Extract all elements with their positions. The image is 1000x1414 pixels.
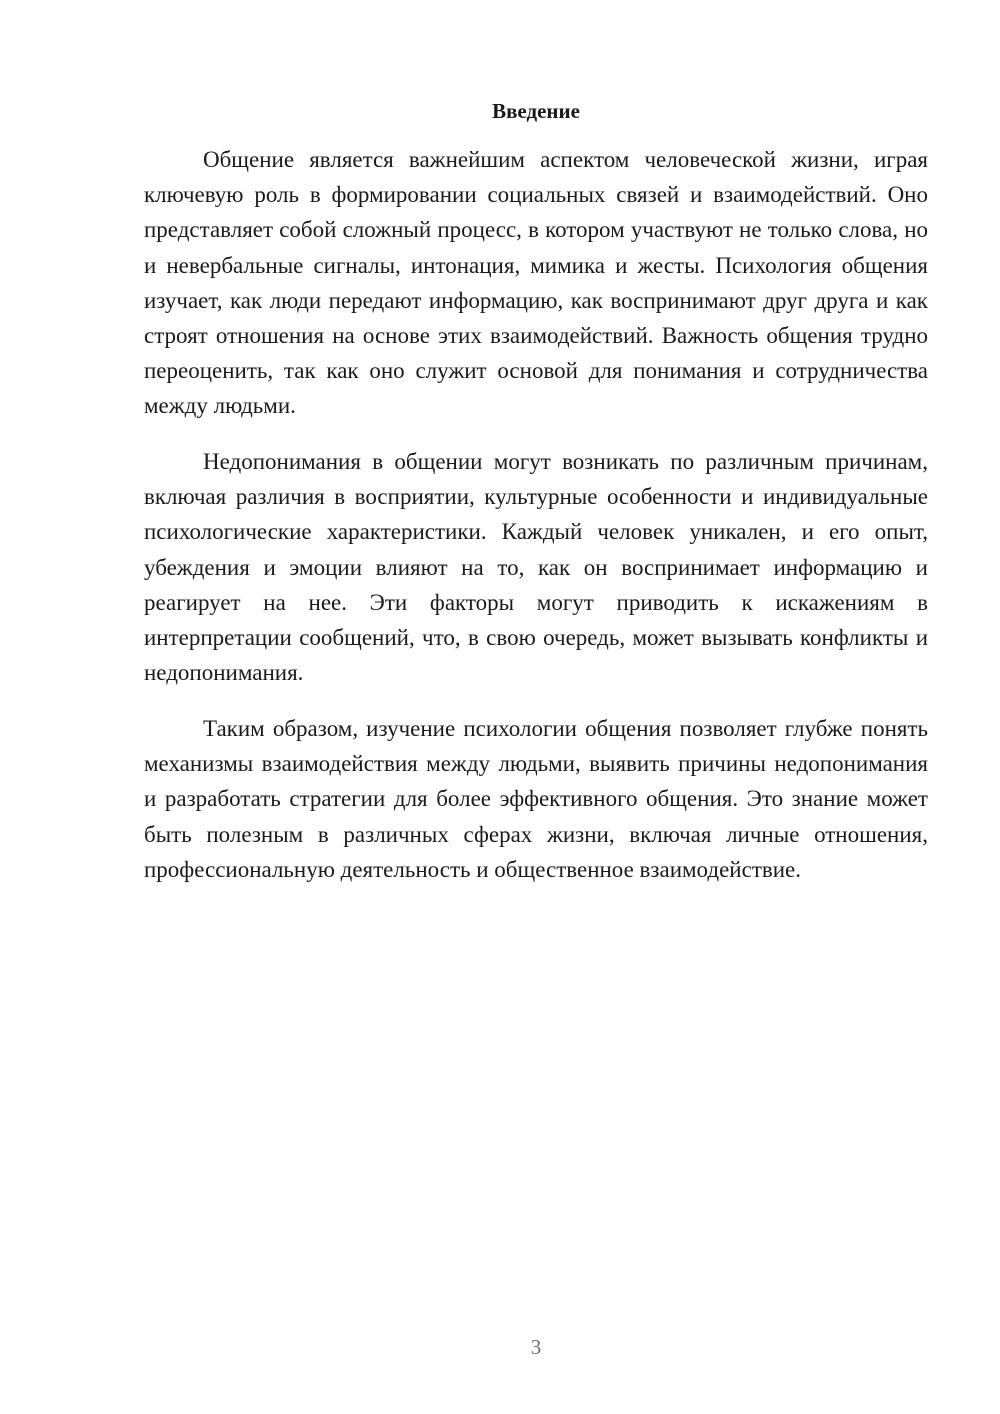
page-number: 3 <box>530 1335 542 1359</box>
paragraph-intro: Общение является важнейшим аспектом человеческой жизни, играя ключевую роль в формировании социальных связей и взаимодействий. Оно представляет собой сложный процесс, в котором участвуют не только слова, но и невербальные сигналы, интонация, мимика и жесты. Психология общения изучает, как люди передают информацию, как воспринимают друг друга и как строят отношения на основе этих взаимодействий. Важность общения трудно переоценить, так как оно служит основой для понимания и сотрудничества между людьми. <box>144 147 928 419</box>
paragraph-misunderstandings: Недопонимания в общении могут возникать по различным причинам, включая различия в восприятии, культурные особенности и индивидуальные психологические характеристики. Каждый человек уникален, и его опыт, убеждения и эмоции влияют на то, как он воспринимает информацию и реагирует на нее. Эти факторы могут приводить к искажениям в интерпретации сообщений, что, в свою очередь, может вызывать конфликты и недопонимания. <box>144 449 928 686</box>
section-heading: Введение <box>492 99 580 123</box>
paragraph-conclusion: Таким образом, изучение психологии общения позволяет глубже понять механизмы взаимодействия между людьми, выявить причины недопонимания и разработать стратегии для более эффективного общения. Это знание может быть полезным в различных сферах жизни, включая личные отношения, профессиональную деятельность и общественное взаимодействие. <box>144 716 928 882</box>
